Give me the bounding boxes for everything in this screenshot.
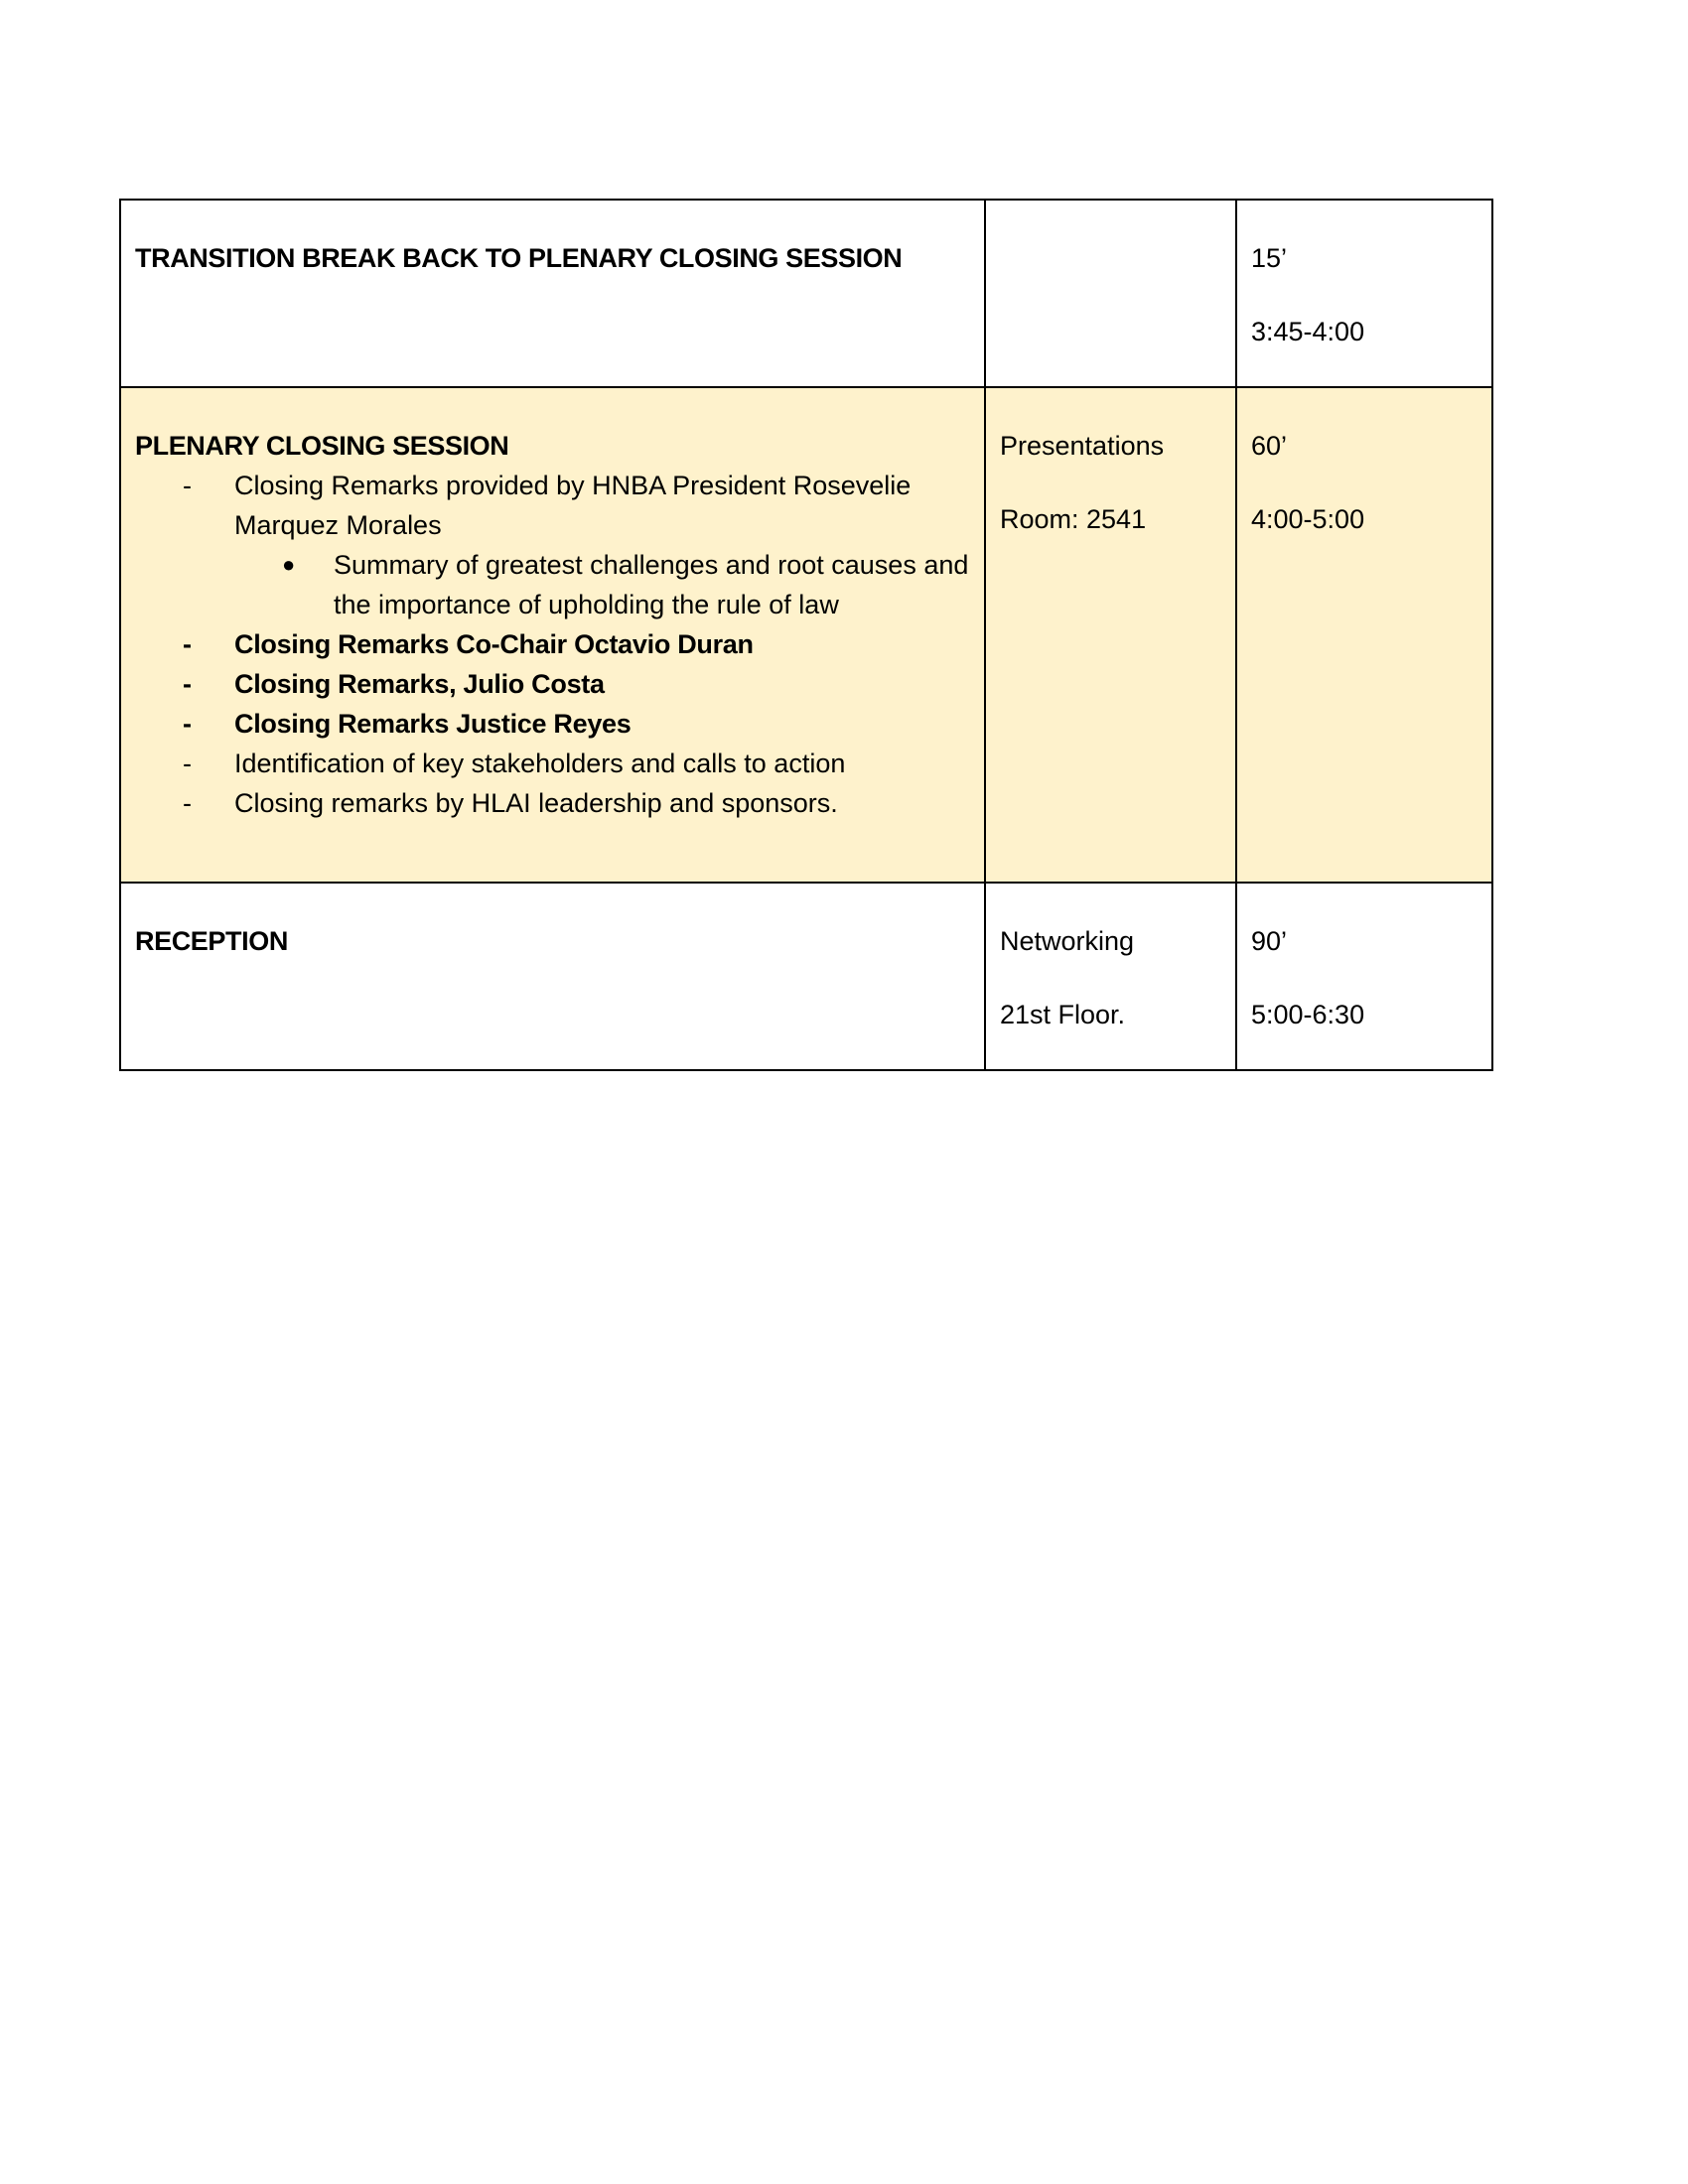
type-cell [985,200,1236,387]
time-cell [1236,883,1492,1070]
session-time: 5:00-6:30 [1251,1000,1365,1029]
agenda-item-text: Closing Remarks, Julio Costa [234,669,605,699]
bullet-marker: ● [282,552,296,577]
sub-agenda-list [234,545,970,624]
session-cell [120,883,985,1070]
agenda-item [135,744,970,783]
agenda-item [135,466,970,624]
session-agenda-list [135,466,970,823]
session-time: 4:00-5:00 [1251,504,1365,534]
agenda-item [135,624,970,664]
session-title: PLENARY CLOSING SESSION [135,431,509,461]
dash-marker: - [183,629,192,659]
session-location: 21st Floor. [1000,1000,1126,1029]
session-time: 3:45-4:00 [1251,317,1365,346]
session-duration: 15’ [1251,243,1288,273]
agenda-table [119,199,1493,1071]
session-duration: 60’ [1251,431,1288,461]
dash-marker: - [183,788,192,818]
session-cell [120,387,985,883]
agenda-item [135,704,970,744]
agenda-item-text: Closing Remarks Co-Chair Octavio Duran [234,629,754,659]
agenda-row-reception [120,883,1492,1070]
dash-marker: - [183,709,192,739]
dash-marker: - [183,471,192,500]
dash-marker: - [183,749,192,778]
session-location: Room: 2541 [1000,504,1147,534]
time-cell [1236,387,1492,883]
session-cell [120,200,985,387]
session-duration: 90’ [1251,926,1288,956]
agenda-item-text: Identification of key stakeholders and calls to action [234,749,846,778]
agenda-item-text: Closing remarks by HLAI leadership and sponsors. [234,788,838,818]
agenda-row-plenary-closing [120,387,1492,883]
agenda-item [135,664,970,704]
agenda-row-transition-break [120,200,1492,387]
sub-agenda-item-text: Summary of greatest challenges and root causes and the importance of upholding the rule of law [334,550,969,619]
type-cell [985,387,1236,883]
agenda-item-text: Closing Remarks provided by HNBA President Rosevelie Marquez Morales [234,471,912,540]
session-title: RECEPTION [135,926,288,956]
sub-agenda-item [234,545,970,624]
session-type: Presentations [1000,431,1165,461]
dash-marker: - [183,669,192,699]
agenda-item-text: Closing Remarks Justice Reyes [234,709,632,739]
time-cell [1236,200,1492,387]
type-cell [985,883,1236,1070]
session-type: Networking [1000,926,1135,956]
session-title: TRANSITION BREAK BACK TO PLENARY CLOSING SESSION [135,243,903,273]
agenda-item [135,783,970,823]
